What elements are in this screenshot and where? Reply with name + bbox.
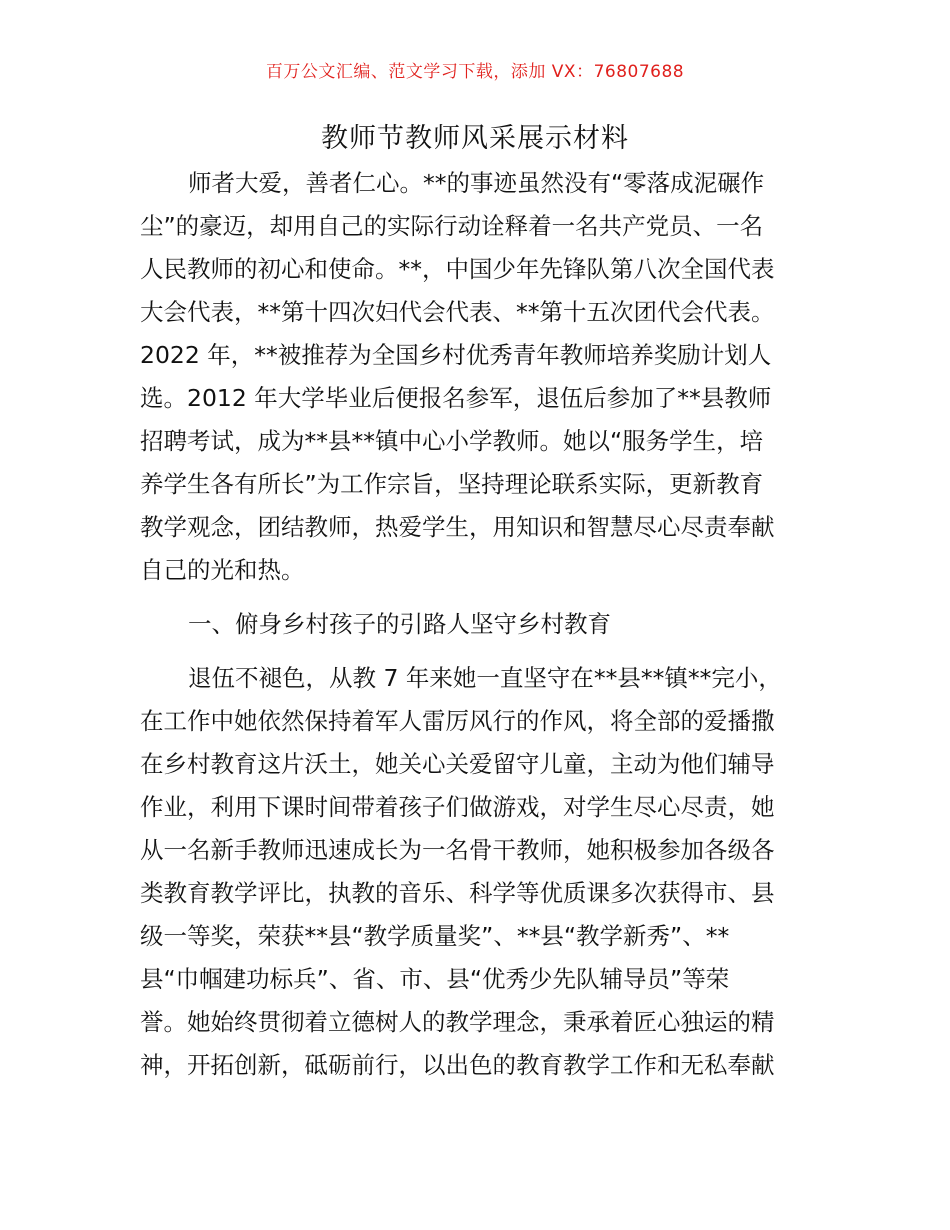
paragraph-line: 在工作中她依然保持着军人雷厉风行的作风，将全部的爱播撒: [140, 707, 775, 735]
section-heading: 一、俯身乡村孩子的引路人坚守乡村教育: [188, 610, 611, 638]
header-watermark-note: 百万公文汇编、范文学习下载，添加 VX：76807688: [265, 62, 685, 82]
paragraph-line: 招聘考试，成为**县**镇中心小学教师。她以“服务学生，培: [140, 427, 764, 455]
paragraph-line: 尘”的豪迈，却用自己的实际行动诠释着一名共产党员、一名: [140, 212, 764, 240]
document-title: 教师节教师风采展示材料: [321, 123, 629, 154]
paragraph-line: 级一等奖，荣获**县“教学质量奖”、**县“教学新秀”、**: [140, 922, 730, 950]
paragraph-line: 神，开拓创新，砥砺前行，以出色的教育教学工作和无私奉献: [140, 1051, 775, 1079]
paragraph-line: 自己的光和热。: [140, 556, 305, 584]
paragraph-line: 大会代表，**第十四次妇代会代表、**第十五次团代会代表。: [140, 298, 775, 326]
paragraph-line: 县“巾帼建功标兵”、省、市、县“优秀少先队辅导员”等荣: [140, 965, 730, 993]
paragraph-line: 2022 年，**被推荐为全国乡村优秀青年教师培养奖励计划人: [140, 341, 772, 369]
paragraph-line: 养学生各有所长”为工作宗旨，坚持理论联系实际，更新教育: [140, 470, 764, 498]
paragraph-line: 退伍不褪色，从教 7 年来她一直坚守在**县**镇**完小，: [188, 664, 782, 692]
paragraph-line: 人民教师的初心和使命。**，中国少年先锋队第八次全国代表: [140, 255, 775, 283]
paragraph-line: 从一名新手教师迅速成长为一名骨干教师，她积极参加各级各: [140, 836, 775, 864]
paragraph-line: 作业，利用下课时间带着孩子们做游戏，对学生尽心尽责，她: [140, 793, 775, 821]
paragraph-line: 在乡村教育这片沃土，她关心关爱留守儿童，主动为他们辅导: [140, 750, 775, 778]
paragraph-line: 教学观念，团结教师，热爱学生，用知识和智慧尽心尽责奉献: [140, 513, 775, 541]
paragraph-line: 师者大爱，善者仁心。**的事迹虽然没有“零落成泥碾作: [188, 169, 765, 197]
paragraph-line: 类教育教学评比，执教的音乐、科学等优质课多次获得市、县: [140, 879, 775, 907]
paragraph-line: 选。2012 年大学毕业后便报名参军，退伍后参加了**县教师: [140, 384, 772, 412]
paragraph-line: 誉。她始终贯彻着立德树人的教学理念，秉承着匠心独运的精: [140, 1008, 775, 1036]
